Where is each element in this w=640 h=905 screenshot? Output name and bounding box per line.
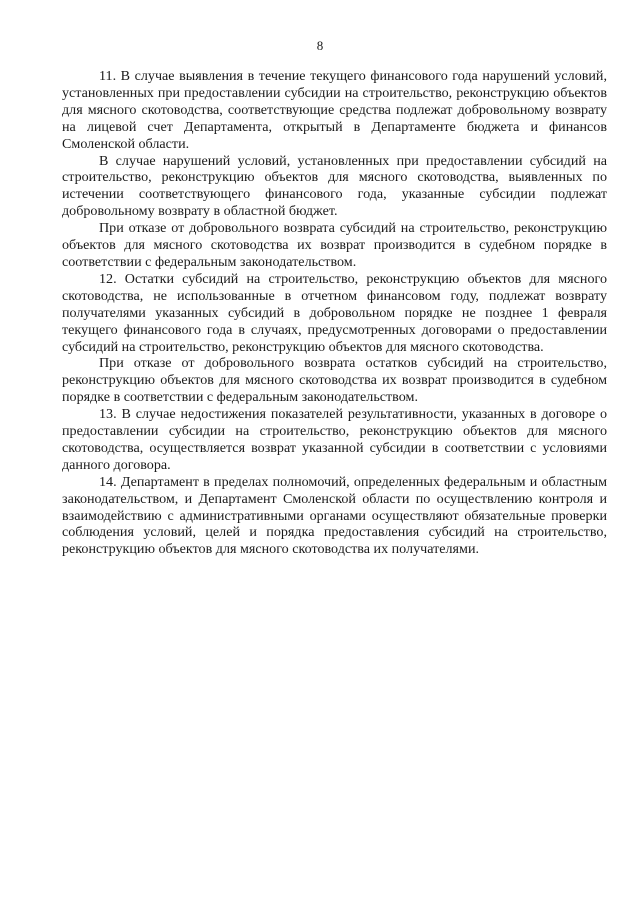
paragraph-11-refusal: При отказе от добровольного возврата субсидий на строительство, реконструкцию объектов для мясного скотоводства их возврат производится в судебном порядке в соответствии с федеральным законодательством. xyxy=(62,220,607,270)
paragraph-14: 14. Департамент в пределах полномочий, определенных федеральным и областным законодательством, и Департамент Смоленской области по осуществлению контроля и взаимодействию с административными органами осуществляют обязательные проверки соблюдения условий, целей и порядка предоставления субсидий на строительство, реконструкцию объектов для мясного скотоводства их получателями. xyxy=(62,473,607,558)
page-number: 8 xyxy=(316,38,324,53)
paragraph-11-violation-after-year: В случае нарушений условий, установленных при предоставлении субсидий на строительство, реконструкцию объектов для мясного скотоводства, выявленных по истечении соответствующего финансового года, указанные субсидии подлежат добровольному возврату в областной бюджет. xyxy=(62,152,607,220)
document-body xyxy=(62,68,607,558)
paragraph-12: 12. Остатки субсидий на строительство, реконструкцию объектов для мясного скотоводства, не использованные в отчетном финансовом году, подлежат возврату получателями указанных субсидий в добровольном порядке не позднее 1 февраля текущего финансового года в случаях, предусмотренных договорами о предоставлении субсидий на строительство, реконструкцию объектов для мясного скотоводства. xyxy=(62,270,607,355)
paragraph-11: 11. В случае выявления в течение текущего финансового года нарушений условий, установленных при предоставлении субсидии на строительство, реконструкцию объектов для мясного скотоводства, соответствующие средства подлежат добровольному возврату на лицевой счет Департамента, открытый в Департаменте бюджета и финансов Смоленской области. xyxy=(62,68,607,152)
paragraph-12-refusal: При отказе от добровольного возврата остатков субсидий на строительство, реконструкцию объектов для мясного скотоводства их возврат производится в судебном порядке в соответствии с федеральным законодательством. xyxy=(62,355,607,406)
paragraph-13: 13. В случае недостижения показателей результативности, указанных в договоре о предоставлении субсидии на строительство, реконструкцию объектов для мясного скотоводства, осуществляется возврат указанной субсидии в соответствии с условиями данного договора. xyxy=(62,406,607,473)
